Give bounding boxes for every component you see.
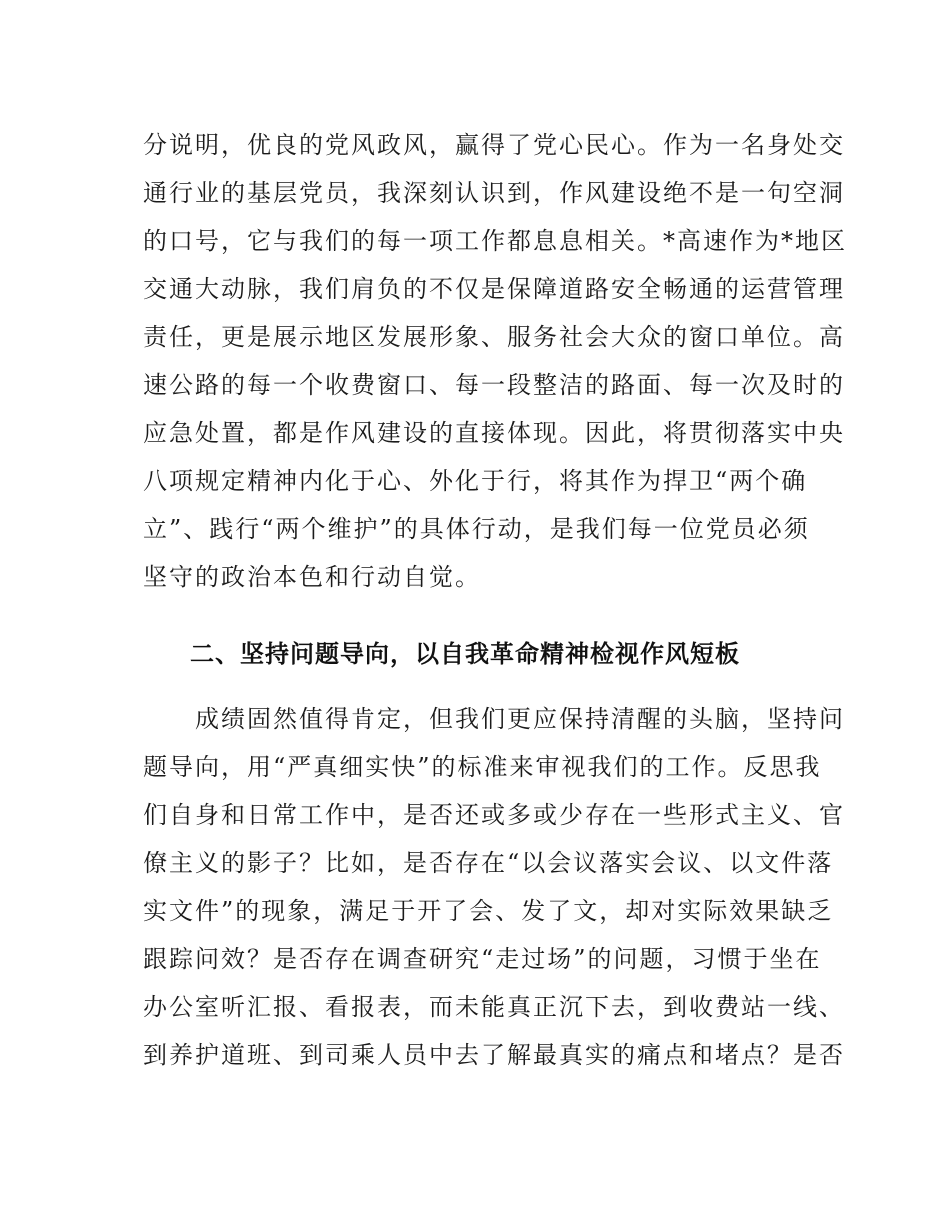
paragraph-line: 僚主义的影子？比如，是否存在“以会议落实会议、以文件落: [143, 849, 834, 877]
paragraph-line: 成绩固然值得肯定，但我们更应保持清醒的头脑，坚持问: [143, 705, 845, 733]
paragraph-line: 到养护道班、到司乘人员中去了解最真实的痛点和堵点？是否: [143, 1041, 845, 1069]
paragraph-line: 速公路的每一个收费窗口、每一段整洁的路面、每一次及时的: [143, 371, 845, 399]
paragraph-line: 坚守的政治本色和行动自觉。: [143, 563, 481, 591]
paragraph-line: 分说明，优良的党风政风，赢得了党心民心。作为一名身处交: [143, 131, 845, 159]
paragraph-line: 的口号，它与我们的每一项工作都息息相关。*高速作为*地区: [143, 227, 847, 255]
paragraph-line: 八项规定精神内化于心、外化于行，将其作为捍卫“两个确: [143, 467, 808, 495]
paragraph-line: 通行业的基层党员，我深刻认识到，作风建设绝不是一句空洞: [143, 179, 845, 207]
paragraph-line: 办公室听汇报、看报表，而未能真正沉下去，到收费站一线、: [143, 993, 845, 1021]
paragraph-line: 交通大动脉，我们肩负的不仅是保障道路安全畅通的运营管理: [143, 275, 845, 303]
paragraph-line: 立”、践行“两个维护”的具体行动，是我们每一位党员必须: [143, 515, 810, 543]
paragraph-line: 们自身和日常工作中，是否还或多或少存在一些形式主义、官: [143, 801, 845, 829]
paragraph-line: 实文件”的现象，满足于开了会、发了文，却对实际效果缺乏: [143, 897, 834, 925]
paragraph-line: 跟踪问效？是否存在调查研究“走过场”的问题，习惯于坐在: [143, 945, 822, 973]
paragraph-line: 题导向，用“严真细实快”的标准来审视我们的工作。反思我: [143, 753, 822, 781]
section-heading: 二、坚持问题导向，以自我革命精神检视作风短板: [190, 640, 740, 668]
paragraph-line: 应急处置，都是作风建设的直接体现。因此，将贯彻落实中央: [143, 419, 845, 447]
paragraph-line: 责任，更是展示地区发展形象、服务社会大众的窗口单位。高: [143, 323, 845, 351]
